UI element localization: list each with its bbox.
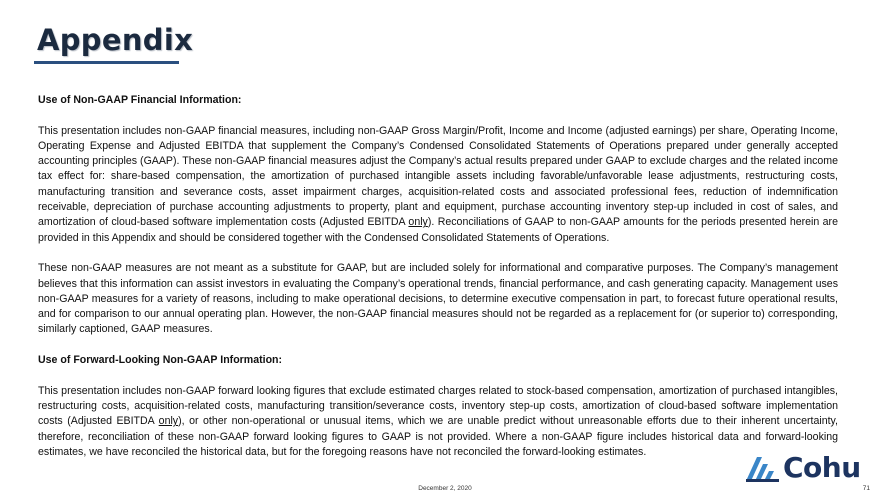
paragraph-non-gaap-measures xyxy=(38,124,838,246)
page-title: Appendix xyxy=(37,23,194,57)
paragraph-non-gaap-purpose: These non-GAAP measures are not meant as a substitute for GAAP, but are included solely for informational and comparative purposes. The Company’s management believes that this information can assist investors in evaluating the Company’s operational trends, financial performance, and cash generating capacity. Management uses non-GAAP measures for a variety of reasons, including to make operational decisions, to determine executive compensation in part, to forecast future operational results, and for comparison to our annual operating plan. However, the non-GAAP financial measures should not be regarded as a replacement for (or superior to) corresponding, similarly captioned, GAAP measures. xyxy=(38,262,838,336)
title-underline xyxy=(34,61,179,64)
section-heading-non-gaap: Use of Non-GAAP Financial Information: xyxy=(38,94,242,106)
paragraph-text: This presentation includes non-GAAP financial measures, including non-GAAP Gross Margin/Profit, Income and Income (adjusted earnings) per share, Operating Income, Operating Expense and Adjusted EBITDA that supplement the Company’s Condensed Consolidated Statements of Operations prepared under generally accepted accounting principles (GAAP). These non-GAAP financial measures adjust the Company’s actual results prepared under GAAP to exclude charges and the related income tax effect for: share-based compensation, the amortization of purchased intangible assets including favorable/unfavorable lease adjustments, restructuring costs, manufacturing transition and severance costs, asset impairment charges, acquisition-related costs and associated professional fees, reduction of indemnification receivable, depreciation of purchase accounting adjustments to property, plant and equipment, purchase accounting inventory step-up included in cost of sales, and amortization of cloud-based software implementation costs (Adjusted EBITDA xyxy=(38,124,838,229)
emphasis-only: only xyxy=(158,415,179,428)
appendix-body xyxy=(38,93,838,460)
emphasis-only: only xyxy=(408,216,428,229)
paragraph-text: This presentation includes non-GAAP forward looking figures that exclude estimated charges related to stock-based compensation, amortization of purchased intangibles, restructuring costs, acquisition-related costs, manufacturing transition/severance costs, inventory step-up costs, amortization of cloud-based software implementation costs (Adjusted EBITDA xyxy=(38,384,838,428)
section-heading-forward-looking: Use of Forward-Looking Non-GAAP Information: xyxy=(38,354,283,367)
cohu-triangle-logo-icon xyxy=(746,455,780,483)
paragraph-text: ). Reconciliations of GAAP to non-GAAP amounts for the periods presented herein are provided in this Appendix and should be considered together with the Condensed Consolidated Statements of Operations. xyxy=(38,216,838,244)
page-number: 71 xyxy=(862,485,870,492)
cohu-logo xyxy=(746,451,871,485)
paragraph-forward-looking xyxy=(38,384,838,460)
logo-wordmark: Cohu xyxy=(783,451,861,484)
paragraph-text: ), or other non-operational or unusual items, which we are unable predict without unreasonable efforts due to their inherent uncertainty, therefore, reconciliation of these non-GAAP forward looking figures to GAAP is not provided. Where a non-GAAP figure includes historical data and forward-looking estimates, we have reconciled the historical data, but for the foregoing reasons have not reconciled the forward-looking estimates. xyxy=(38,415,838,458)
footer-date: December 2, 2020 xyxy=(418,485,472,492)
